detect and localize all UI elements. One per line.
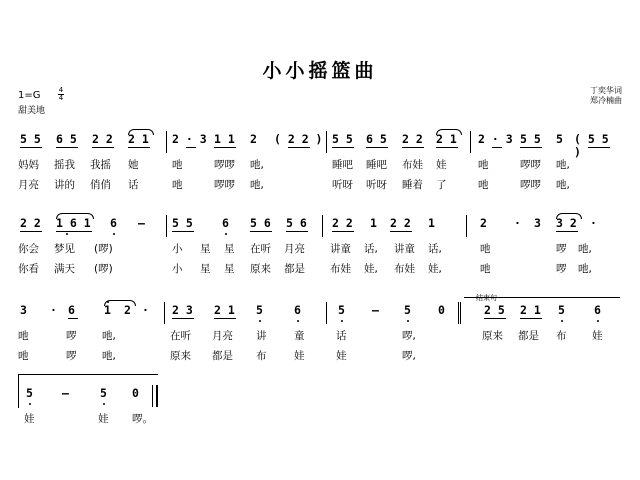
note-group: 2 1 <box>128 132 149 146</box>
bar-line <box>164 302 165 324</box>
lyric: 睡着 <box>402 179 423 191</box>
lyric: 啰。 <box>132 413 153 425</box>
lyric: 吔, <box>250 179 264 191</box>
lyric: 吔, <box>578 263 592 275</box>
bar-line <box>152 385 153 407</box>
underline <box>20 231 42 232</box>
lyric: 娃, <box>428 263 442 275</box>
lyric: 吔 <box>478 179 489 191</box>
note-group: 5 <box>26 386 33 400</box>
lyric: 吔, <box>102 350 116 362</box>
note-group: – <box>138 216 145 230</box>
note-group: 5 <box>558 303 565 317</box>
lyric: 娃 <box>436 159 447 171</box>
note-group: 0 <box>132 386 139 400</box>
note-group: 1 6 1 <box>56 216 91 230</box>
lyric: 月亮 <box>18 179 39 191</box>
lyric: 娃 <box>24 413 35 425</box>
section-label: 结束句 <box>476 294 497 302</box>
low-octave-dot <box>561 320 563 322</box>
underline <box>286 231 308 232</box>
underline <box>520 147 542 148</box>
note-group: 3 <box>20 303 27 317</box>
lyric: 满天 <box>54 263 75 275</box>
lyrics-line-1b <box>18 177 622 191</box>
lyric: 娃 <box>336 350 347 362</box>
note-group: 2 3 <box>172 303 193 317</box>
lyric: 啰 <box>556 263 567 275</box>
lyric: 睡吧 <box>332 159 353 171</box>
lyric: 原来 <box>482 330 503 342</box>
note-group: 2 2 <box>20 216 41 230</box>
tempo-marking: 甜美地 <box>18 106 46 116</box>
lyrics-line-2b <box>18 261 622 275</box>
bar-line <box>470 131 471 153</box>
meter-bottom: 4 <box>58 94 64 102</box>
lyrics-line-1a <box>18 157 622 171</box>
note-group: 2 · 3 <box>478 132 513 146</box>
note-group: 5 5 <box>332 132 353 146</box>
lyric: 她 <box>128 159 139 171</box>
underline <box>68 318 78 319</box>
low-octave-dot <box>597 320 599 322</box>
lyric: 吔 <box>480 243 491 255</box>
slur <box>56 213 94 219</box>
low-octave-dot <box>297 320 299 322</box>
lyric: 星 <box>200 243 211 255</box>
lyric: 娃, <box>364 263 378 275</box>
note-group: ( 5 5 ) <box>574 132 609 159</box>
lyric: 布 <box>256 350 267 362</box>
note-group: 1 <box>370 216 377 230</box>
lyric: 啰 <box>556 243 567 255</box>
note-group: 1 <box>104 303 111 317</box>
lyric: 听呀 <box>332 179 353 191</box>
lyric: 吔, <box>578 243 592 255</box>
lyric: (啰) <box>94 263 113 275</box>
lyric: 话 <box>336 330 347 342</box>
slur <box>556 213 582 219</box>
lyric: 啰, <box>402 330 416 342</box>
lyric: 吔 <box>478 159 489 171</box>
bar-line <box>166 215 167 237</box>
note-group: 2 1 <box>436 132 457 146</box>
composer-credit: 郑冷楠曲 <box>590 96 622 105</box>
lyric: 月亮 <box>284 243 305 255</box>
lyric: 星 <box>200 263 211 275</box>
lyric: 吔, <box>102 330 116 342</box>
lyric: 小 <box>172 263 183 275</box>
note-group: 2 <box>124 303 131 317</box>
lyric: 原来 <box>170 350 191 362</box>
lyric: 童 <box>294 330 305 342</box>
lyricist-credit: 丁奕华词 <box>590 86 622 95</box>
lyric: 吔 <box>18 330 29 342</box>
bar-line <box>466 215 467 237</box>
underline <box>366 147 388 148</box>
lyric: 月亮 <box>212 330 233 342</box>
note-group: · <box>514 216 521 230</box>
slur <box>436 129 462 135</box>
note-group: 1 <box>428 216 435 230</box>
note-group: 2 1 <box>214 303 235 317</box>
underline <box>20 147 42 148</box>
note-group: 5 <box>404 303 411 317</box>
lyric: 布娃 <box>330 263 351 275</box>
note-group: · <box>142 303 149 317</box>
note-group: 6 <box>68 303 75 317</box>
lyric: 啰 <box>66 350 77 362</box>
note-group: 3 2 <box>556 216 577 230</box>
note-group: 6 <box>594 303 601 317</box>
underline <box>436 147 458 148</box>
section-bracket <box>18 374 158 375</box>
section-bracket <box>464 297 620 298</box>
lyric: 妈妈 <box>18 159 39 171</box>
note-group: 3 <box>534 216 541 230</box>
lyric: 我摇 <box>90 159 111 171</box>
lyric: 讲 <box>256 330 267 342</box>
note-group: – <box>372 303 379 317</box>
lyric: 都是 <box>212 350 233 362</box>
lyric: 讲童 <box>330 243 351 255</box>
lyric: 讲童 <box>394 243 415 255</box>
lyric: 啰 <box>66 330 77 342</box>
final-bar-line <box>156 385 158 407</box>
note-group: 2 1 <box>520 303 541 317</box>
low-octave-dot <box>29 403 31 405</box>
low-octave-dot <box>225 233 227 235</box>
low-octave-dot <box>66 233 68 235</box>
note-group: 2 <box>480 216 487 230</box>
note-group: 2 · 3 <box>172 132 207 146</box>
lyric: 娃 <box>294 350 305 362</box>
underline <box>128 147 150 148</box>
meter-top: 4 <box>58 86 64 94</box>
lyric: 在听 <box>250 243 271 255</box>
lyric: 话 <box>128 179 139 191</box>
lyric: 吔, <box>250 159 264 171</box>
score-line-2 <box>18 215 622 237</box>
note-group: 2 2 <box>402 132 423 146</box>
note-group: 6 <box>294 303 301 317</box>
lyric: 都是 <box>518 330 539 342</box>
page-title: 小小摇篮曲 <box>262 60 378 82</box>
note-group: · <box>590 216 597 230</box>
lyric: 啰啰 <box>214 179 235 191</box>
note-group: 5 <box>338 303 345 317</box>
lyric: 星 <box>224 243 235 255</box>
note-group: 5 5 <box>172 216 193 230</box>
lyric: 啰啰 <box>214 159 235 171</box>
underline <box>172 318 194 319</box>
score-line-1 <box>18 131 622 159</box>
lyric: 布娃 <box>394 263 415 275</box>
note-group: 2 <box>250 132 257 146</box>
lyric: 布娃 <box>402 159 423 171</box>
low-octave-dot <box>259 320 261 322</box>
note-group: · <box>50 303 57 317</box>
lyric: 梦见 <box>54 243 75 255</box>
key-signature: 1=G <box>18 90 41 101</box>
score-line-4 <box>18 385 622 407</box>
note-group: 5 6 <box>286 216 307 230</box>
underline <box>484 318 506 319</box>
note-group: 5 5 <box>520 132 541 146</box>
underline <box>492 147 502 148</box>
lyrics-line-4 <box>18 411 622 425</box>
lyric: 在听 <box>170 330 191 342</box>
lyric: 吔 <box>172 159 183 171</box>
lyrics-line-3b <box>18 348 622 362</box>
time-signature <box>57 87 65 102</box>
lyric: 娃 <box>98 413 109 425</box>
note-group: – <box>62 386 69 400</box>
lyric: 布 <box>556 330 567 342</box>
note-group: 5 5 <box>20 132 41 146</box>
underline <box>214 147 236 148</box>
lyric: 你会 <box>18 243 39 255</box>
underline <box>288 147 310 148</box>
underline <box>56 147 78 148</box>
note-group: 1 1 <box>214 132 235 146</box>
underline <box>92 147 114 148</box>
bar-line <box>326 131 327 153</box>
lyric: 星 <box>224 263 235 275</box>
lyric: 了 <box>436 179 447 191</box>
lyrics-line-3a <box>18 328 622 342</box>
note-group: 6 <box>110 216 117 230</box>
bar-line <box>166 131 167 153</box>
lyric: 你看 <box>18 263 39 275</box>
note-group: 5 6 <box>250 216 271 230</box>
note-group: 2 2 <box>92 132 113 146</box>
bar-line <box>326 302 327 324</box>
note-group: 6 5 <box>56 132 77 146</box>
underline <box>588 147 610 148</box>
note-group: 6 5 <box>366 132 387 146</box>
lyric: 话, <box>364 243 378 255</box>
underline <box>56 231 92 232</box>
note-group: 2 5 <box>484 303 505 317</box>
underline <box>556 231 578 232</box>
underline <box>332 147 354 148</box>
note-group: ( 2 2 ) <box>274 132 323 146</box>
note-group: 2 2 <box>390 216 411 230</box>
lyric: 吔, <box>556 159 570 171</box>
score-line-3 <box>18 302 622 324</box>
underline <box>390 231 412 232</box>
underline <box>186 147 196 148</box>
lyric: 吔 <box>18 350 29 362</box>
underline <box>520 318 542 319</box>
lyric: 俏俏 <box>90 179 111 191</box>
lyric: 睡吧 <box>366 159 387 171</box>
lyric: 听呀 <box>366 179 387 191</box>
lyric: (啰) <box>94 243 113 255</box>
lyric: 吔, <box>556 179 570 191</box>
low-octave-dot <box>103 403 105 405</box>
bar-line <box>322 215 323 237</box>
lyric: 娃 <box>592 330 603 342</box>
low-octave-dot <box>113 233 115 235</box>
note-group: 5 <box>100 386 107 400</box>
note-group: 0 <box>438 303 445 317</box>
note-group: 2 2 <box>332 216 353 230</box>
lyric: 吔 <box>480 263 491 275</box>
low-octave-dot <box>341 320 343 322</box>
lyrics-line-2a <box>18 241 622 255</box>
note-group: 5 <box>556 132 563 146</box>
slur <box>128 129 154 135</box>
note-group: 6 <box>222 216 229 230</box>
underline <box>332 231 354 232</box>
high-octave-dot <box>107 301 109 303</box>
lyric: 吔 <box>172 179 183 191</box>
lyric: 都是 <box>284 263 305 275</box>
underline <box>172 231 194 232</box>
low-octave-dot <box>407 320 409 322</box>
note-group: 5 <box>256 303 263 317</box>
lyric: 小 <box>172 243 183 255</box>
lyric: 啰啰 <box>520 159 541 171</box>
lyric: 啰啰 <box>520 179 541 191</box>
underline <box>214 318 236 319</box>
double-bar-line <box>458 302 461 324</box>
underline <box>250 231 272 232</box>
lyric: 啰, <box>402 350 416 362</box>
underline <box>402 147 424 148</box>
lyric: 话, <box>428 243 442 255</box>
lyric: 摇我 <box>54 159 75 171</box>
lyric: 原来 <box>250 263 271 275</box>
lyric: 讲的 <box>54 179 75 191</box>
